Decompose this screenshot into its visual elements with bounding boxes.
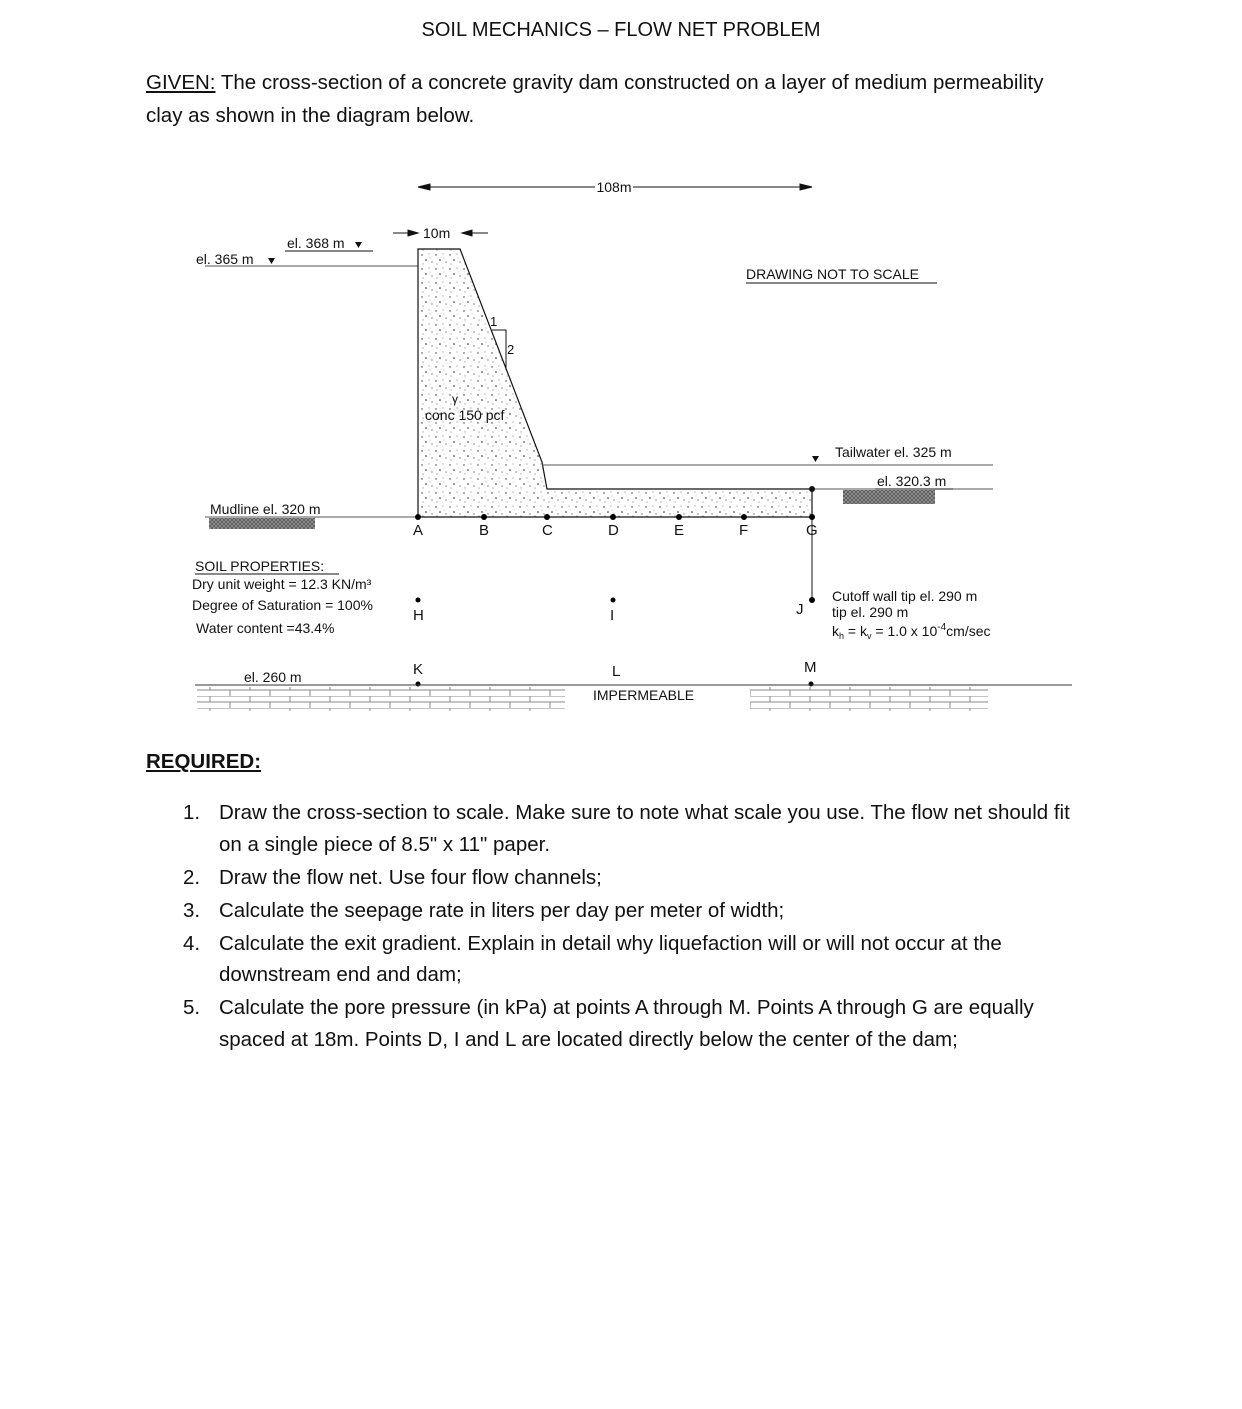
slope-h-label: 1 <box>490 314 498 329</box>
el-365-label: el. 365 m <box>196 251 254 267</box>
mudline-label: Mudline el. 320 m <box>210 501 321 517</box>
el-3203-label: el. 320.3 m <box>877 473 947 489</box>
point-c-label: C <box>542 522 553 539</box>
tailwater-label: Tailwater el. 325 m <box>835 444 952 460</box>
el-260-label: el. 260 m <box>244 669 302 685</box>
point-h-label: H <box>413 607 424 624</box>
cutoff-tip-label: Cutoff wall tip el. 290 m <box>832 588 978 604</box>
gamma-symbol: γ <box>452 392 458 406</box>
required-list <box>183 797 1083 1057</box>
point-j-label: J <box>796 601 804 618</box>
water-level-icon <box>812 456 819 462</box>
soil-saturation: Degree of Saturation = 100% <box>192 597 373 613</box>
cutoff-tip-label-2: tip el. 290 m <box>832 604 909 620</box>
impermeable-hatch <box>197 687 565 711</box>
impermeable-hatch <box>750 687 988 711</box>
el-368-label: el. 368 m <box>287 235 345 251</box>
point-m-label: M <box>804 659 817 676</box>
soil-dry-unit-weight: Dry unit weight = 12.3 KN/m³ <box>192 576 372 592</box>
given-label: GIVEN: <box>146 71 216 94</box>
point-b-label: B <box>479 522 490 539</box>
required-heading: REQUIRED: <box>146 750 262 773</box>
concrete-dam <box>418 249 812 517</box>
point-f-label: F <box>739 522 749 539</box>
page-title: SOIL MECHANICS – FLOW NET PROBLEM <box>421 19 821 41</box>
list-item: 5. Calculate the pore pressure (in kPa) at points A through M. Points A through G are equally spaced at 18m. Points D, I and L are located directly below the center of the dam; <box>183 996 1034 1051</box>
concrete-label: conc 150 pcf <box>425 407 505 423</box>
list-item: 2. Draw the flow net. Use four flow channels; <box>183 865 602 889</box>
slope-v-label: 2 <box>507 342 515 357</box>
impermeable-label: IMPERMEABLE <box>593 687 695 703</box>
list-item: 1. Draw the cross-section to scale. Make sure to note what scale you use. The flow net should fit on a single piece of 8.5" x 11" paper. <box>183 801 1070 856</box>
point-i-label: I <box>610 607 615 624</box>
point-d-label: D <box>608 522 619 539</box>
point-e-label: E <box>674 522 685 539</box>
permeability-label: $k_h = k_v = 1.0$ x $10^{-4}cm/\sec$ <box>832 622 991 641</box>
points-base <box>415 514 815 687</box>
point-g-label: G <box>806 522 818 539</box>
point-a-label: A <box>413 522 424 539</box>
dim-10m-label: 10m <box>423 225 451 241</box>
water-level-icon <box>268 258 275 264</box>
not-to-scale-label: DRAWING NOT TO SCALE <box>746 266 919 282</box>
soil-properties-title: SOIL PROPERTIES: <box>195 558 325 574</box>
list-item: 3. Calculate the seepage rate in liters per day per meter of width; <box>183 898 785 922</box>
point-l-label: L <box>612 663 621 680</box>
given-text: The cross-section of a concrete gravity dam constructed on a layer of medium permeability clay as shown in the diagram below. <box>146 71 1044 127</box>
ground-hatch <box>209 518 315 529</box>
point-k-label: K <box>413 661 424 678</box>
ground-hatch <box>843 490 935 504</box>
water-level-icon <box>355 242 362 248</box>
soil-water-content: Water content =43.4% <box>196 620 335 636</box>
dim-108m-label: 108m <box>596 179 632 195</box>
list-item: 4. Calculate the exit gradient. Explain in detail why liquefaction will or will not occur at the downstream end and dam; <box>183 931 1002 986</box>
